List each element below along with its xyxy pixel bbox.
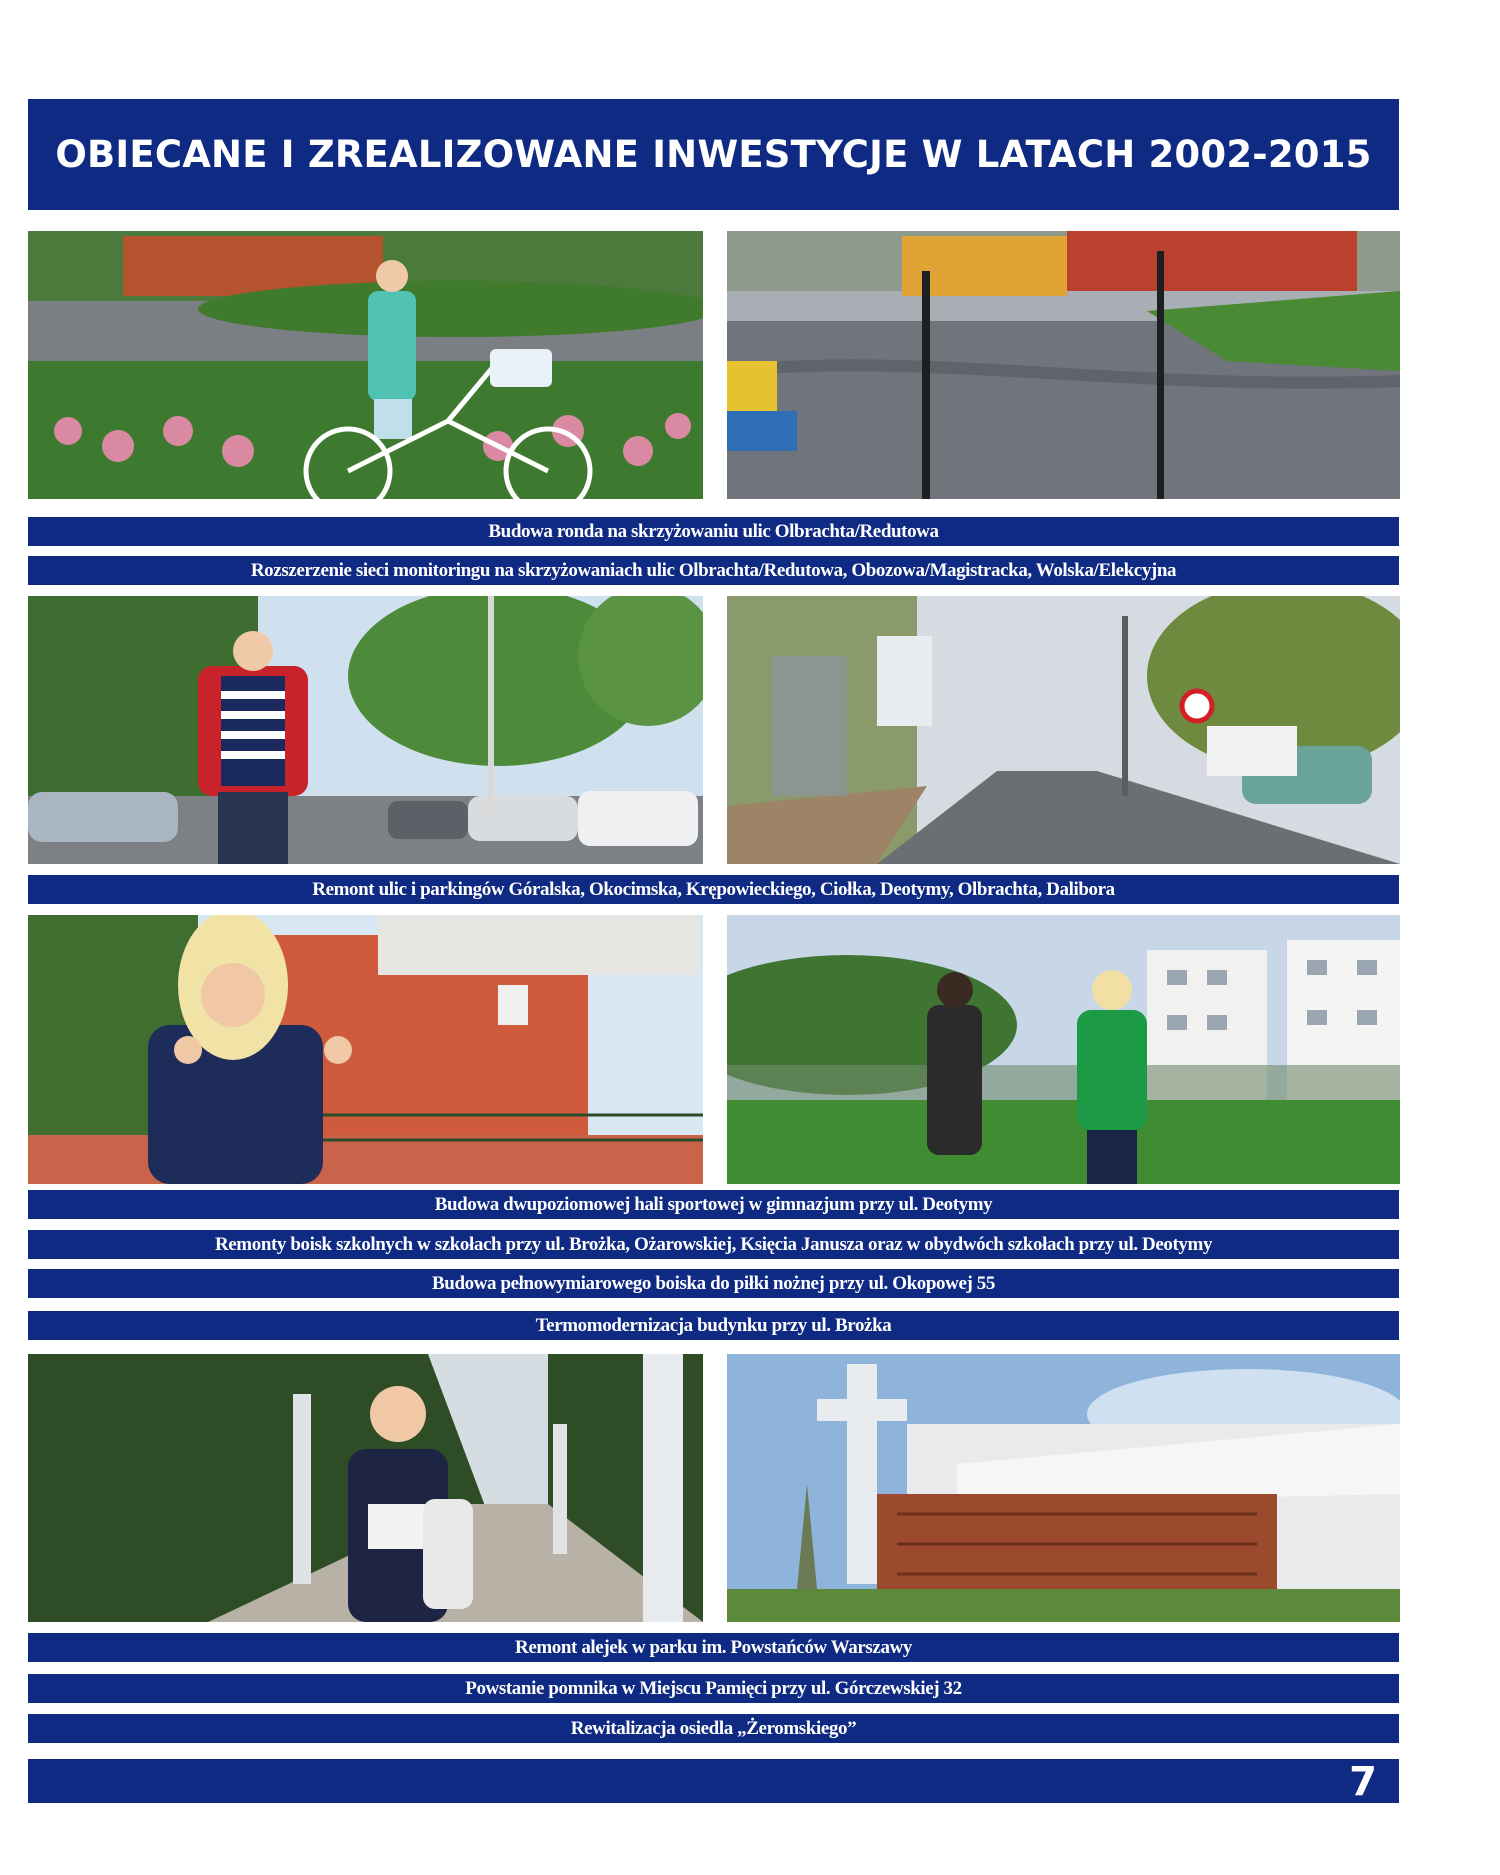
caption-monument: Powstanie pomnika w Miejscu Pamięci przy ul. Górczewskiej 32: [28, 1674, 1399, 1703]
page-number: 7: [1349, 1759, 1377, 1805]
caption-street-repairs: Remont ulic i parkingów Góralska, Okocimska, Krępowieckiego, Ciołka, Deotymy, Olbrachta, Dalibora: [28, 875, 1399, 904]
caption-roundabout: Budowa ronda na skrzyżowaniu ulic Olbrachta/Redutowa: [28, 517, 1399, 546]
caption-park-alleys: Remont alejek w parku im. Powstańców Warszawy: [28, 1633, 1399, 1662]
caption-revitalization: Rewitalizacja osiedla „Żeromskiego”: [28, 1714, 1399, 1743]
caption-school-pitches: Remonty boisk szkolnych w szkołach przy ul. Brożka, Ożarowskiej, Księcia Janusza oraz w obydwóch szkołach przy ul. Deotymy: [28, 1230, 1399, 1259]
photo-roundabout-with-bicycle: [28, 231, 703, 499]
caption-sports-hall: Budowa dwupoziomowej hali sportowej w gimnazjum przy ul. Deotymy: [28, 1190, 1399, 1219]
photo-football-pitch: [727, 915, 1400, 1184]
photo-parking-street: [28, 596, 703, 864]
photo-sports-hall-thumbs-up: [28, 915, 703, 1184]
caption-monitoring: Rozszerzenie sieci monitoringu na skrzyżowaniach ulic Olbrachta/Redutowa, Obozowa/Magistracka, Wolska/Elekcyjna: [28, 556, 1399, 585]
page-header: [28, 99, 1399, 210]
caption-thermomodernization: Termomodernizacja budynku przy ul. Brożka: [28, 1311, 1399, 1340]
page-title: OBIECANE I ZREALIZOWANE INWESTYCJE W LATACH 2002-2015: [55, 133, 1372, 176]
page-footer: [28, 1759, 1399, 1803]
photo-intersection-rainy: [727, 231, 1400, 499]
photo-wet-street: [727, 596, 1400, 864]
photo-monument-cross: [727, 1354, 1400, 1622]
caption-football-pitch: Budowa pełnowymiarowego boiska do piłki nożnej przy ul. Okopowej 55: [28, 1269, 1399, 1298]
photo-park-alley: [28, 1354, 703, 1622]
